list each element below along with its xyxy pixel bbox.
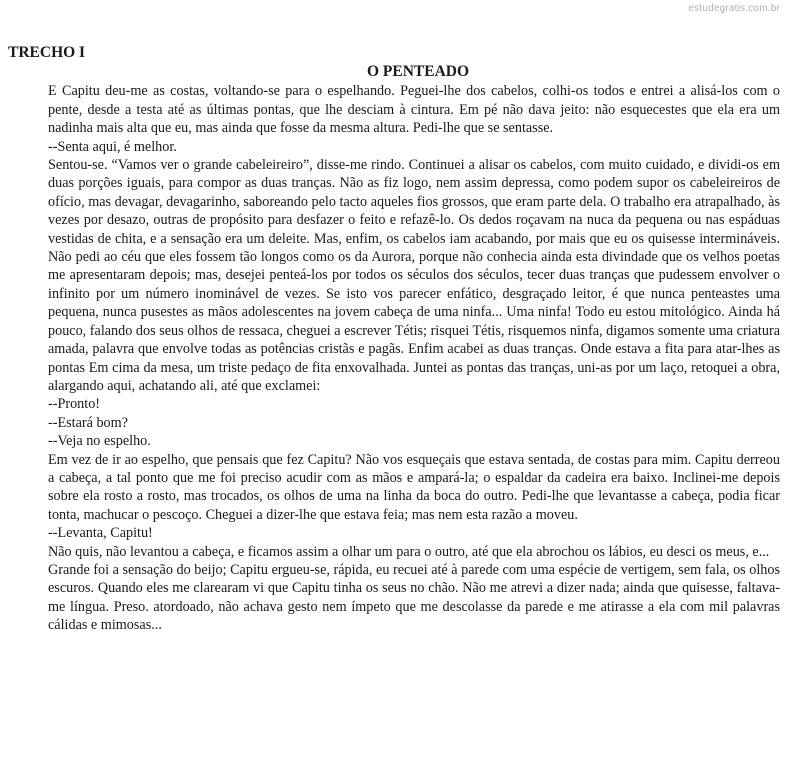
section-label: TRECHO I	[8, 44, 86, 61]
paragraph-4: Não quis, não levantou a cabeça, e ficamos assim a olhar um para o outro, até que ela abrochou os lábios, eu desci os meus, e...	[48, 543, 770, 560]
watermark: estudegratis.com.br	[688, 3, 780, 14]
paragraph-3: Em vez de ir ao espelho, que pensais que fez Capitu? Não vos esqueçais que estava sentada, de costas para mim. Capitu derreou a cabeça, a tal ponto que me foi preciso acudir com as mãos e ampará-la; o espaldar da cadeira era baixo. Inclinei-me depois sobre ela rosto a rosto, mas trocados, os olhos de uma na linha da boca do outro. Pedi-lhe que levantasse a cabeça, podia ficar tonta, machucar o pescoço. Cheguei a dizer-lhe que estava feia; mas nem esta razão a moveu.	[48, 451, 780, 523]
chapter-title: O PENTEADO	[366, 63, 470, 80]
document-body	[48, 63, 780, 635]
paragraph-5: Grande foi a sensação do beijo; Capitu ergueu-se, rápida, eu recuei até à parede com uma espécie de vertigem, sem fala, os olhos escuros. Quando eles me clarearam vi que Capitu tinha os seus no chão. Não me atrevi a dizer nada; ainda que quisesse, faltava-me língua. Preso. atordoado, não achava gesto nem ímpeto que me descolasse da parede e me atirasse a ela com mil palavras cálidas e mimosas...	[48, 561, 780, 634]
dialogue-line-4: --Veja no espelho.	[48, 433, 151, 450]
dialogue-line-5: --Levanta, Capitu!	[48, 525, 153, 542]
dialogue-line-3: --Estará bom?	[48, 414, 128, 431]
paragraph-1: E Capitu deu-me as costas, voltando-se para o espelhando. Peguei-lhe dos cabelos, colhi-os todos e entrei a alisá-los com o pente, desde a testa até as últimas pontas, que lhe desciam à cintura. Em pé não dava jeito: não esquecestes que ela era um nadinha mais alta que eu, mas ainda que fosse da mesma altura. Pedi-lhe que se sentasse.	[48, 83, 780, 137]
dialogue-line-1: --Senta aqui, é melhor.	[48, 138, 177, 155]
dialogue-line-2: --Pronto!	[48, 396, 101, 413]
paragraph-2: Sentou-se. “Vamos ver o grande cabeleireiro”, disse-me rindo. Continuei a alisar os cabelos, com muito cuidado, e dividi-os em duas porções iguais, para compor as duas tranças. Não as fiz logo, nem assim depressa, como podem supor os cabeleireiros de ofício, mas devagar, devagarinho, saboreando pelo tacto aqueles fios grossos, que eram parte dela. O trabalho era atrapalhado, às vezes por desazo, outras de propósito para desfazer o feito e refazê-lo. Os dedos roçavam na nuca da pequena ou nas espáduas vestidas de chita, e a sensação era um deleite. Mas, enfim, os cabelos iam acabando, por mais que eu os quisesse intermináveis. Não pedi ao céu que eles fossem tão longos como os da Aurora, porque não conhecia ainda esta divindade que os velhos poetas me apresentaram depois; mas, desejei penteá-los por todos os séculos dos séculos, tecer duas tranças que pudessem envolver o infinito por um número inominável de vezes. Se isto vos parecer enfático, desgraçado leitor, é que nunca penteastes uma pequena, nunca pusestes as mãos adolescentes na jovem cabeça de uma ninfa... Uma ninfa! Todo eu estou mitológico. Ainda há pouco, falando dos seus olhos de ressaca, cheguei a escrever Tétis; risquei Tétis, risquemos ninfa, digamos somente uma criatura amada, palavra que envolve todas as potências cristãs e pagãs. Enfim acabei as duas tranças. Onde estava a fita para atar-lhes as pontas Em cima da mesa, um triste pedaço de fita enxovalhada. Juntei as pontas das tranças, uni-as por um laço, retoquei a obra, alargando aqui, achatando ali, até que exclamei:	[48, 157, 780, 394]
